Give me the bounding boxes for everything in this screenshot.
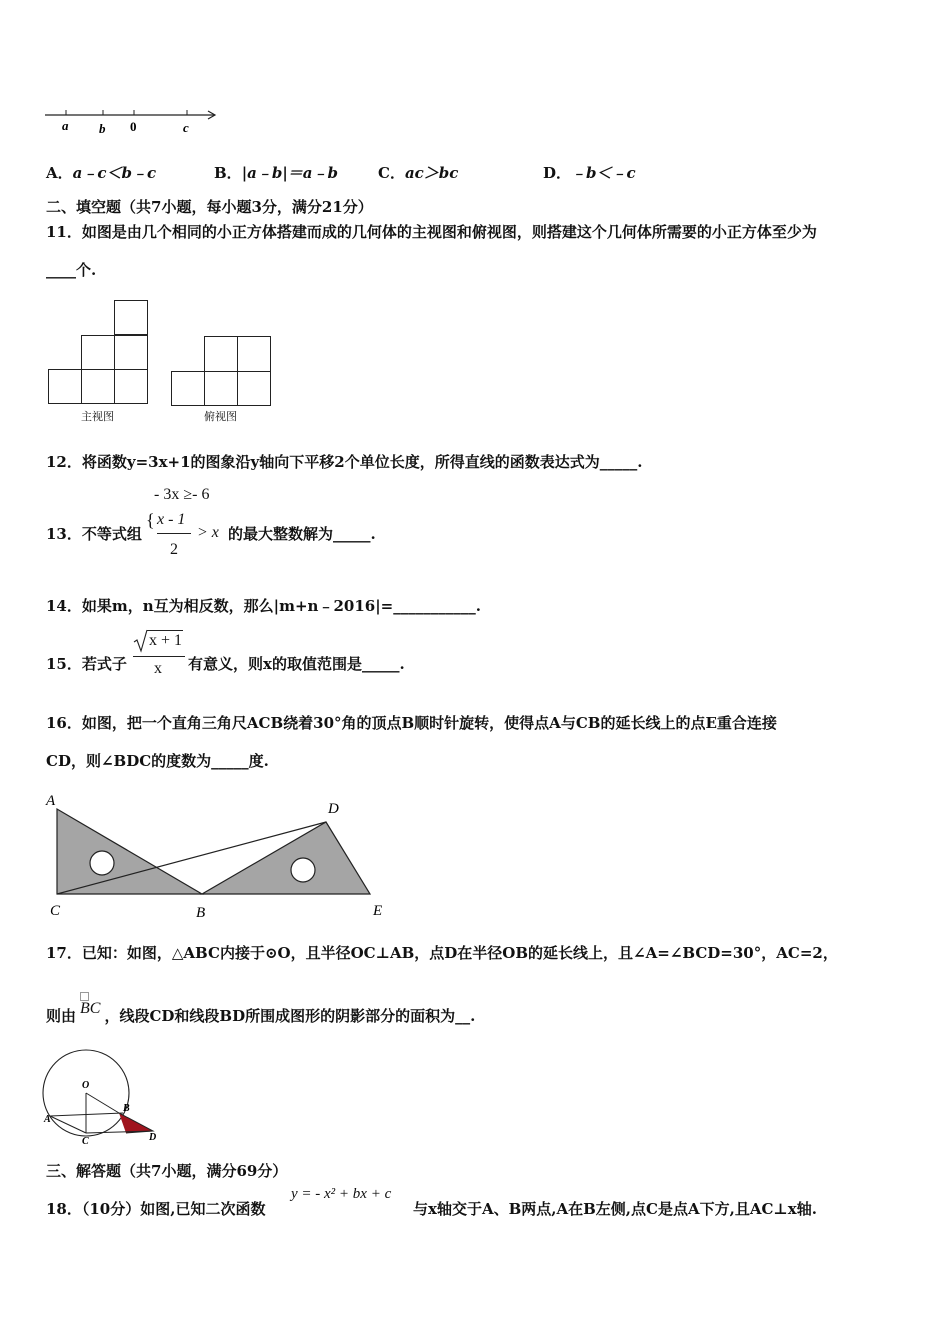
q17-line1: 17．已知：如图，△ABC内接于⊙O，且半径OC⊥AB，点D在半径OB的延长线上，且∠A=∠BCD=30°，AC=2， bbox=[46, 944, 838, 962]
option-c bbox=[378, 162, 458, 183]
q17-line2-suffix: ，线段CD和线段BD所围成图形的阴影部分的面积为__. bbox=[104, 1007, 476, 1025]
q11-line1: 11．如图是由几个相同的小正方体搭建而成的几何体的主视图和俯视图，则搭建这个几何体所需要的小正方体至少为 bbox=[46, 223, 817, 241]
q13-suffix: 的最大整数解为_____. bbox=[228, 525, 376, 543]
q17-circle-figure bbox=[40, 1046, 170, 1146]
option-c-text: ac＞bc bbox=[404, 164, 459, 182]
q13-relation: > x bbox=[197, 524, 219, 541]
section3-header: 三、解答题（共7小题，满分69分） bbox=[46, 1162, 288, 1180]
option-b-letter: B． bbox=[214, 164, 242, 182]
q18-prefix: 18．（10分）如图,已知二次函数 bbox=[46, 1200, 266, 1218]
front-view-figure bbox=[48, 300, 150, 408]
option-d-letter: D． bbox=[543, 164, 572, 182]
q15-radical-bar bbox=[147, 630, 183, 631]
option-b bbox=[214, 162, 338, 183]
q17-label-C: C bbox=[82, 1136, 89, 1146]
section2-header: 二、填空题（共7小题，每小题3分，满分21分） bbox=[46, 198, 373, 216]
q12-text: 12．将函数y=3x+1的图象沿y轴向下平移2个单位长度，所得直线的函数表达式为_____. bbox=[46, 453, 643, 471]
q17-label-A: A bbox=[44, 1114, 51, 1125]
q17-arc-bc: BC bbox=[80, 1000, 101, 1017]
top-view-figure bbox=[171, 336, 273, 408]
q17-label-O: O bbox=[82, 1080, 90, 1091]
q17-label-D: D bbox=[149, 1132, 157, 1143]
q15-radical-sign bbox=[133, 628, 149, 654]
number-line bbox=[40, 100, 230, 140]
q15-radicand: x + 1 bbox=[149, 632, 183, 649]
q17-line2-prefix: 则由 bbox=[46, 1007, 77, 1025]
option-a-text: a﹣c＜b﹣c bbox=[72, 164, 157, 182]
option-c-letter: C． bbox=[378, 164, 405, 182]
q13-fraction-bar bbox=[157, 533, 191, 534]
number-line-label-a: a bbox=[62, 118, 69, 133]
top-view-label: 俯视图 bbox=[204, 410, 237, 423]
q18-suffix: 与x轴交于A、B两点,A在B左侧,点C是点A下方,且AC⊥x轴. bbox=[413, 1200, 817, 1218]
number-line-label-c: c bbox=[183, 120, 189, 135]
q13-prefix: 13．不等式组 bbox=[46, 525, 142, 543]
q16-label-D: D bbox=[328, 801, 339, 817]
option-a-letter: A． bbox=[46, 164, 73, 182]
q13-fraction-numerator: x - 1 bbox=[157, 511, 186, 528]
q13-inequality-1: - 3x ≥- 6 bbox=[154, 486, 210, 503]
q16-triangle-figure bbox=[40, 787, 400, 922]
q18-formula: y = - x² + bx + c bbox=[291, 1186, 392, 1202]
q15-fraction-bar bbox=[133, 656, 185, 657]
option-a bbox=[46, 162, 156, 183]
q15-suffix: 有意义，则x的取值范围是_____. bbox=[188, 655, 405, 673]
q17-line2 bbox=[46, 1000, 476, 1026]
q16-label-B: B bbox=[196, 905, 206, 921]
q14-text: 14．如果m，n互为相反数，那么|m+n﹣2016|=___________. bbox=[46, 597, 481, 615]
option-b-text: |a﹣b|＝a﹣b bbox=[241, 164, 339, 182]
option-d-text: ﹣b＜﹣c bbox=[571, 164, 636, 182]
q15-prefix: 15．若式子 bbox=[46, 655, 127, 673]
q16-line1: 16．如图，把一个直角三角尺ACB绕着30°角的顶点B顺时针旋转，使得点A与CB的延长线上的点E重合连接 bbox=[46, 714, 777, 732]
q16-line2: CD，则∠BDC的度数为_____度. bbox=[46, 752, 269, 770]
q13-brace: { bbox=[146, 510, 155, 530]
q13-fraction-denominator: 2 bbox=[170, 541, 178, 558]
number-line-label-0: 0 bbox=[130, 119, 137, 134]
q16-label-A: A bbox=[46, 793, 56, 809]
q16-label-E: E bbox=[373, 903, 383, 919]
q11-line2: ____个. bbox=[46, 261, 97, 279]
front-view-label: 主视图 bbox=[81, 410, 114, 423]
q15-denominator: x bbox=[154, 660, 162, 677]
q16-label-C: C bbox=[50, 903, 61, 919]
q17-arc-mark bbox=[80, 992, 89, 1001]
option-d bbox=[543, 162, 636, 183]
q17-label-B: B bbox=[123, 1103, 130, 1114]
number-line-label-b: b bbox=[99, 121, 106, 136]
